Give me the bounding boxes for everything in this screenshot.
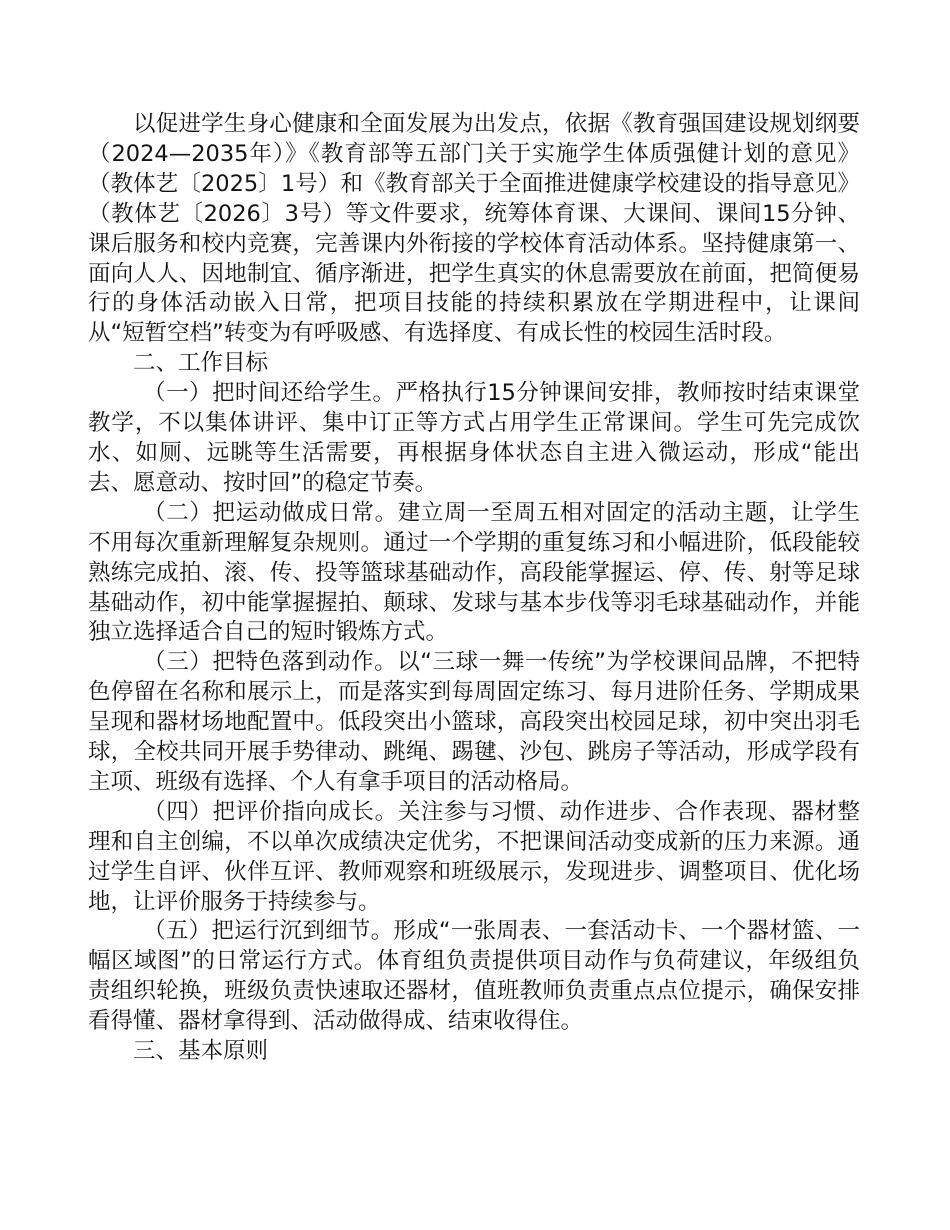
section-heading-principles: 三、基本原则 (133, 1038, 269, 1065)
goal-paragraph-1: （一）把时间还给学生。严格执行15分钟课间安排，教师按时结束课堂教学，不以集体讲评、集中订正等方式占用学生正常课间。学生可先完成饮水、如厕、远眺等生活需要，再根据身体状态自主进入微运动，形成“能出去、愿意动、按时回”的稳定节奏。 (88, 380, 860, 496)
intro-paragraph: 以促进学生身心健康和全面发展为出发点，依据《教育强国建设规划纲要（2024—2035年）》《教育部等五部门关于实施学生体质强健计划的意见》（教体艺〔2025〕1号）和《教育部关于全面推进健康学校建设的指导意见》（教体艺〔2026〕3号）等文件要求，统筹体育课、大课间、课间15分钟、课后服务和校内竞赛，完善课内外衔接的学校体育活动体系。坚持健康第一、面向人人、因地制宜、循序渐进，把学生真实的休息需要放在前面，把简便易行的身体活动嵌入日常，把项目技能的持续积累放在学期进程中，让课间从“短暂空档”转变为有呼吸感、有选择度、有成长性的校园生活时段。 (88, 111, 860, 347)
goal-paragraph-4: （四）把评价指向成长。关注参与习惯、动作进步、合作表现、器材整理和自主创编，不以单次成绩决定优劣，不把课间活动变成新的压力来源。通过学生自评、伙伴互评、教师观察和班级展示，发现进步、调整项目、优化场地，让评价服务于持续参与。 (88, 798, 860, 915)
goal-paragraph-2: （二）把运动做成日常。建立周一至周五相对固定的活动主题，让学生不用每次重新理解复杂规则。通过一个学期的重复练习和小幅进阶，低段能较熟练完成拍、滚、传、投等篮球基础动作，高段能掌握运、停、传、射等足球基础动作，初中能掌握握拍、颠球、发球与基本步伐等羽毛球基础动作，并能独立选择适合自己的短时锻炼方式。 (88, 499, 860, 646)
goal-paragraph-3: （三）把特色落到动作。以“三球一舞一传统”为学校课间品牌，不把特色停留在名称和展示上，而是落实到每周固定练习、每月进阶任务、学期成果呈现和器材场地配置中。低段突出小篮球，高段突出校园足球，初中突出羽毛球，全校共同开展手势律动、跳绳、踢毽、沙包、跳房子等活动，形成学段有主项、班级有选择、个人有拿手项目的活动格局。 (88, 649, 860, 795)
goal-paragraph-5: （五）把运行沉到细节。形成“一张周表、一套活动卡、一个器材篮、一幅区域图”的日常运行方式。体育组负责提供项目动作与负荷建议，年级组负责组织轮换，班级负责快速取还器材，值班教师负责重点点位提示，确保安排看得懂、器材拿得到、活动做得成、结束收得住。 (88, 918, 860, 1035)
document-body (88, 110, 860, 1067)
section-heading-goals: 二、工作目标 (133, 350, 269, 377)
